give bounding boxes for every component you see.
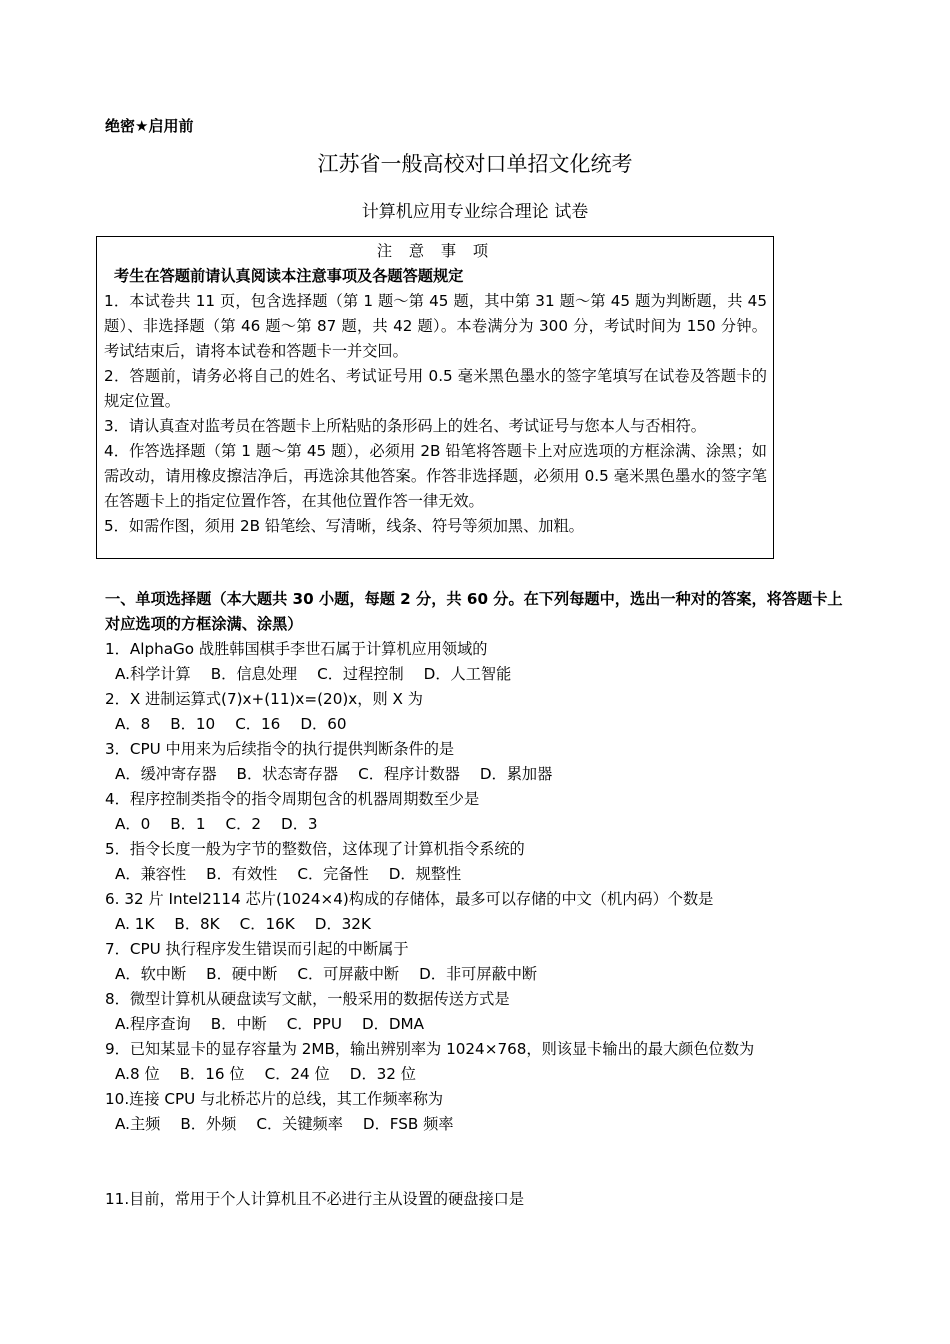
question-stem: 8．微型计算机从硬盘读写文献，一般采用的数据传送方式是	[105, 990, 510, 1008]
notice-item: 3．请认真查对监考员在答题卡上所粘贴的条形码上的姓名、考试证号与您本人与否相符。	[104, 417, 706, 435]
question-stem: 2．X 进制运算式(7)x+(11)x=(20)x，则 X 为	[105, 690, 423, 708]
question-stem: 4．程序控制类指令的指令周期包含的机器周期数至少是	[105, 790, 480, 808]
blank-gap	[105, 1137, 855, 1187]
question-stem: 9．已知某显卡的显存容量为 2MB，输出辨别率为 1024×768，则该显卡输出的最大颜色位数为	[105, 1040, 755, 1058]
confidential-label: 绝密★启用前	[105, 117, 194, 135]
question-options: A．软中断 B．硬中断 C．可屏蔽中断 D．非可屏蔽中断	[115, 965, 538, 983]
exam-subtitle: 计算机应用专业综合理论 试卷	[361, 202, 589, 222]
section-single-choice	[105, 587, 855, 1212]
exam-title: 江苏省一般高校对口单招文化统考	[317, 152, 633, 176]
question-options: A．缓冲寄存器 B．状态寄存器 C．程序计数器 D．累加器	[115, 765, 553, 783]
notice-item: 5．如需作图，须用 2B 铅笔绘、写清晰，线条、符号等须加黑、加粗。	[104, 517, 584, 535]
notice-item: 4．作答选择题（第 1 题～第 45 题），必须用 2B 铅笔将答题卡上对应选项的方框涂满、涂黑；如需改动，请用橡皮擦洁净后，再选涂其他答案。作答非选择题，必须用 0.5 毫米黑色墨水的签字笔在答题卡上的指定位置作答，在其他位置作答一律无效。	[104, 442, 767, 510]
question-stem: 11.目前，常用于个人计算机且不必进行主从设置的硬盘接口是	[105, 1190, 525, 1208]
question-stem: 10.连接 CPU 与北桥芯片的总线，其工作频率称为	[105, 1090, 444, 1108]
question-options: A.程序查询 B．中断 C．PPU D．DMA	[115, 1015, 425, 1033]
question-options: A.科学计算 B．信息处理 C．过程控制 D．人工智能	[115, 665, 512, 683]
notice-item: 1．本试卷共 11 页，包含选择题（第 1 题～第 45 题，其中第 31 题～第 45 题为判断题，共 45 题）、非选择题（第 46 题～第 87 题，共 42 题）。本卷满分为 300 分，考试时间为 150 分钟。考试结束后，请将本试卷和答题卡一并交回。	[104, 292, 767, 360]
question-stem: 6. 32 片 Intel2114 芯片(1024×4)构成的存储体，最多可以存储的中文（机内码）个数是	[105, 890, 714, 908]
question-options: A．兼容性 B．有效性 C．完备性 D．规整性	[115, 865, 462, 883]
notice-box	[96, 236, 774, 559]
question-options: A. 1K B．8K C．16K D．32K	[115, 915, 371, 933]
notice-heading: 注 意 事 项	[376, 242, 495, 260]
question-stem: 3．CPU 中用来为后续指令的执行提供判断条件的是	[105, 740, 455, 758]
question-stem: 7．CPU 执行程序发生错误而引起的中断属于	[105, 940, 409, 958]
question-stem: 5．指令长度一般为字节的整数倍，这体现了计算机指令系统的	[105, 840, 525, 858]
notice-item: 2．答题前，请务必将自己的姓名、考试证号用 0.5 毫米黑色墨水的签字笔填写在试卷及答题卡的规定位置。	[104, 367, 767, 410]
notice-subheading: 考生在答题前请认真阅读本注意事项及各题答题规定	[114, 267, 464, 285]
question-options: A.8 位 B．16 位 C．24 位 D．32 位	[115, 1065, 416, 1083]
section-heading: 一、单项选择题（本大题共 30 小题，每题 2 分，共 60 分。在下列每题中，选出一种对的答案，将答题卡上对应选项的方框涂满、涂黑）	[105, 590, 843, 633]
question-options: A.主频 B．外频 C．关键频率 D．FSB 频率	[115, 1115, 454, 1133]
question-stem: 1．AlphaGo 战胜韩国棋手李世石属于计算机应用领域的	[105, 640, 488, 658]
question-options: A．8 B．10 C．16 D．60	[115, 715, 347, 733]
question-options: A．0 B．1 C．2 D．3	[115, 815, 318, 833]
